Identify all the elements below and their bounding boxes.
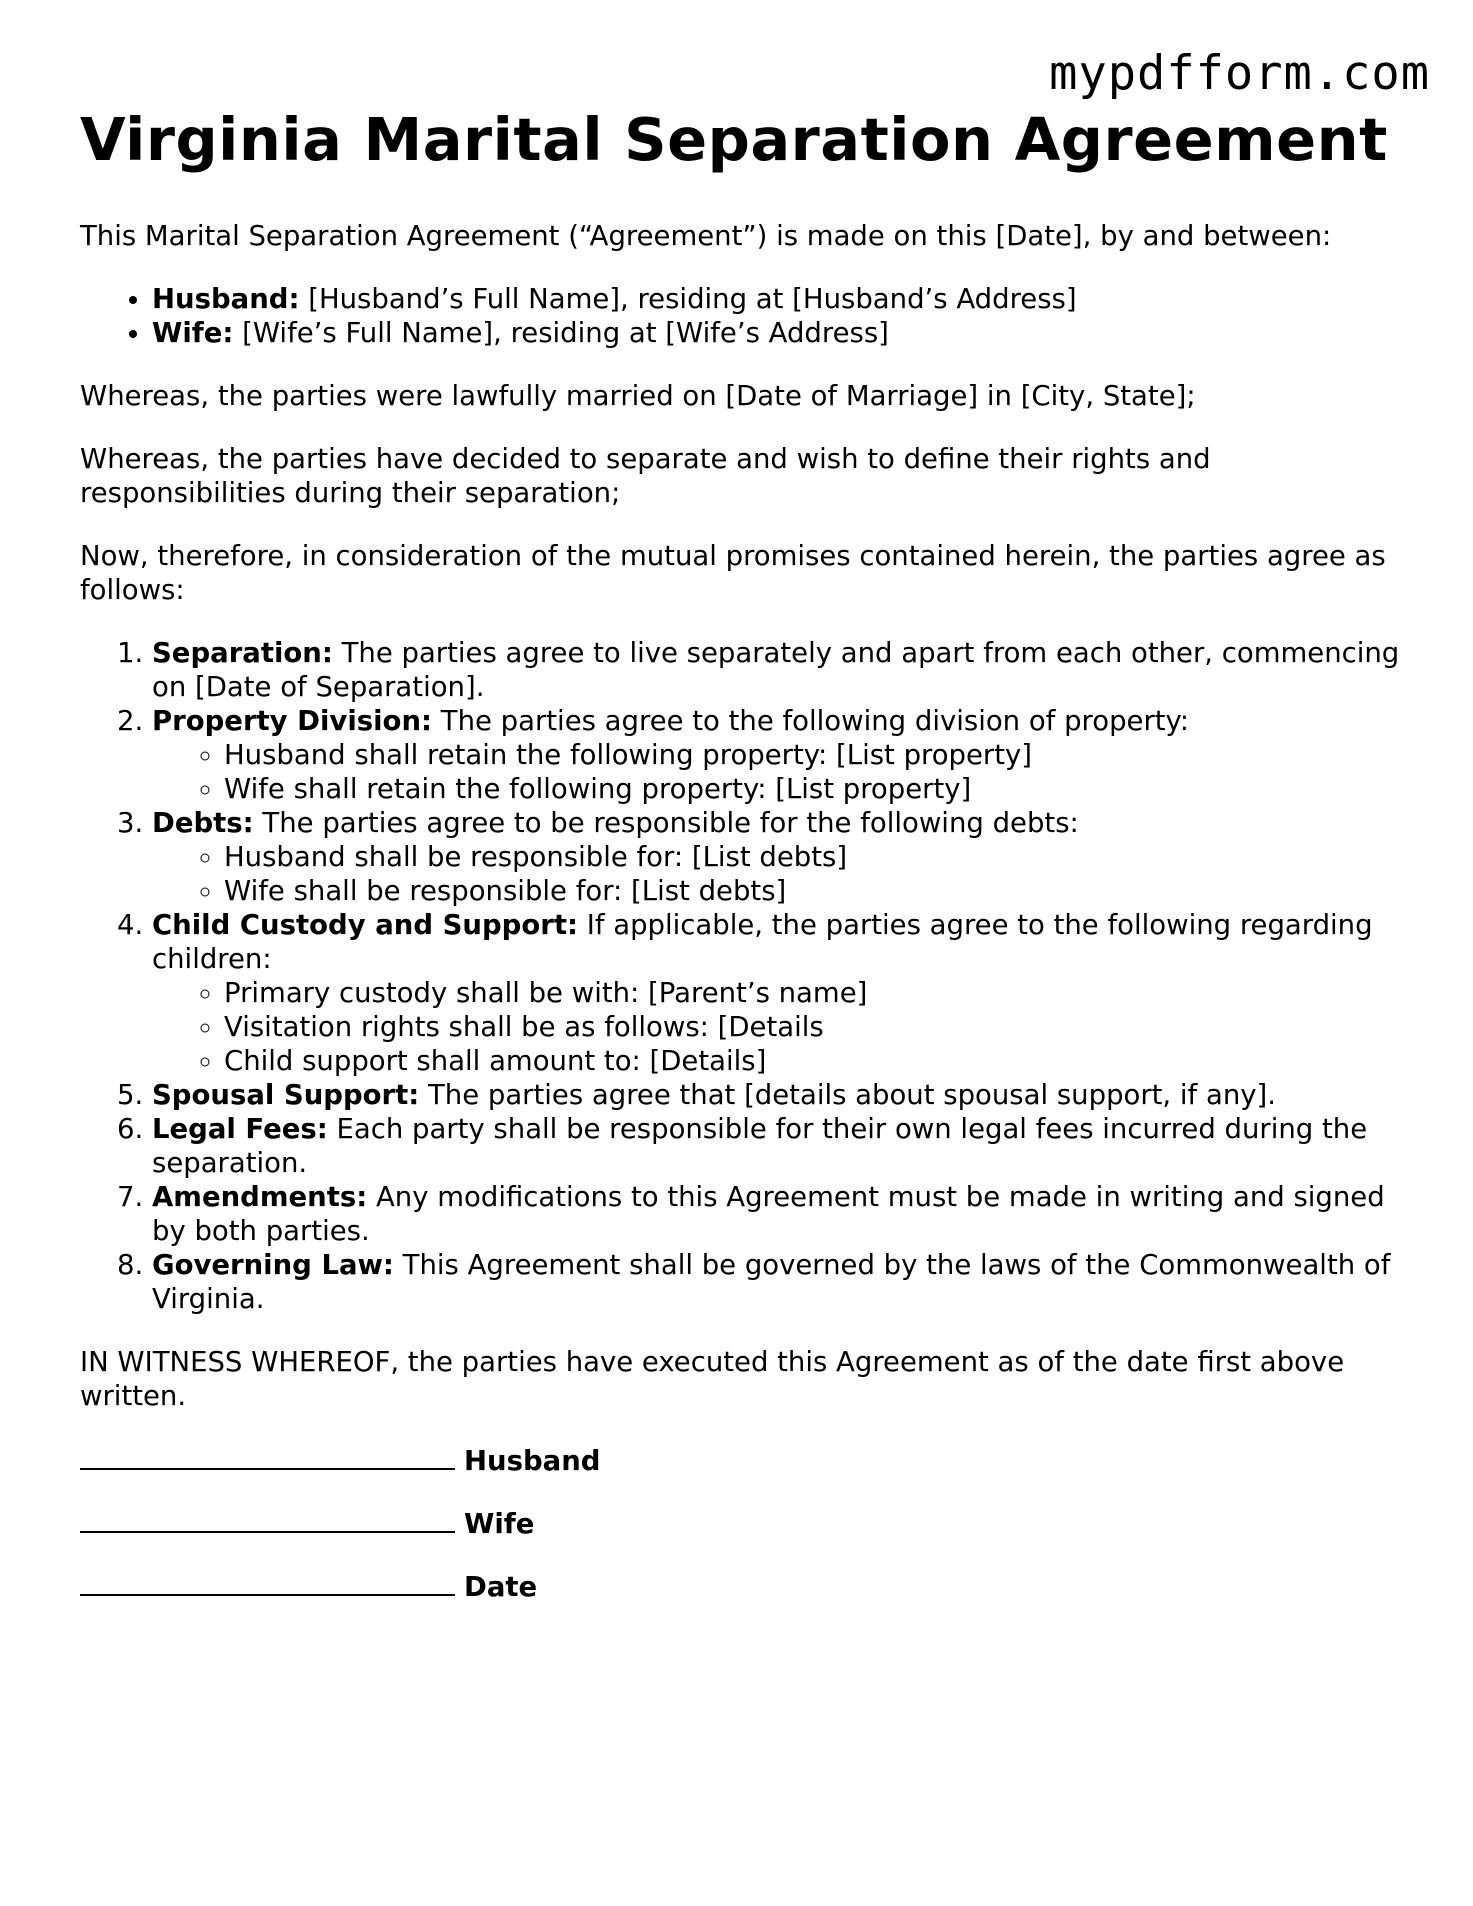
term-text: This Agreement shall be governed by the laws of the Commonwealth of Virginia. bbox=[152, 1249, 1391, 1315]
term-sublist bbox=[152, 738, 1400, 806]
intro-paragraph: This Marital Separation Agreement (“Agreement”) is made on this [Date], by and between: bbox=[80, 220, 1332, 252]
term-sublist bbox=[152, 976, 1400, 1078]
term-label: Amendments: bbox=[152, 1181, 368, 1213]
party-text: [Husband’s Full Name], residing at [Husband’s Address] bbox=[299, 283, 1077, 315]
party-husband bbox=[152, 282, 1400, 316]
term-label: Property Division: bbox=[152, 705, 433, 737]
watermark: mypdfform.com bbox=[1049, 46, 1430, 101]
parties-list bbox=[80, 282, 1400, 350]
signature-date bbox=[80, 1568, 1400, 1602]
term-label: Child Custody and Support: bbox=[152, 909, 578, 941]
term-text: If applicable, the parties agree to the following regarding children: bbox=[152, 909, 1373, 975]
term-sublist bbox=[152, 840, 1400, 908]
term-text: The parties agree to the following division of property: bbox=[432, 705, 1190, 737]
sub-item: ◦ Wife shall retain the following property: [List property] bbox=[224, 772, 1400, 806]
term-debts bbox=[152, 806, 1400, 908]
terms-list bbox=[80, 636, 1400, 1316]
party-label: Husband: bbox=[152, 283, 300, 315]
signature-line[interactable] bbox=[80, 1568, 455, 1596]
term-governing-law bbox=[152, 1248, 1400, 1316]
term-text: Any modifications to this Agreement must be made in writing and signed by both parties. bbox=[152, 1181, 1385, 1247]
term-text: Each party shall be responsible for their own legal fees incurred during the separation. bbox=[152, 1113, 1368, 1179]
term-child-custody bbox=[152, 908, 1400, 1078]
party-label: Wife: bbox=[152, 317, 234, 349]
term-property-division bbox=[152, 704, 1400, 806]
signature-line[interactable] bbox=[80, 1505, 455, 1533]
sub-item: ◦ Husband shall be responsible for: [List debts] bbox=[224, 840, 1400, 874]
sub-item: ◦ Wife shall be responsible for: [List debts] bbox=[224, 874, 1400, 908]
term-label: Spousal Support: bbox=[152, 1079, 420, 1111]
now-therefore: Now, therefore, in consideration of the mutual promises contained herein, the parties agree as follows: bbox=[80, 540, 1386, 606]
whereas-marriage: Whereas, the parties were lawfully married on [Date of Marriage] in [City, State]; bbox=[80, 380, 1196, 412]
signature-line[interactable] bbox=[80, 1442, 455, 1470]
sub-item: ◦ Primary custody shall be with: [Parent’s name] bbox=[224, 976, 1400, 1010]
term-text: The parties agree to be responsible for the following debts: bbox=[253, 807, 1079, 839]
document-title: Virginia Marital Separation Agreement bbox=[80, 105, 1388, 174]
term-separation bbox=[152, 636, 1400, 704]
signature-label: Husband bbox=[464, 1445, 601, 1477]
term-label: Governing Law: bbox=[152, 1249, 394, 1281]
signature-husband bbox=[80, 1442, 1400, 1476]
term-legal-fees bbox=[152, 1112, 1400, 1180]
document-page bbox=[80, 95, 1400, 1602]
term-text: The parties agree to live separately and apart from each other, commencing on [Date of Separation]. bbox=[152, 637, 1400, 703]
party-wife bbox=[152, 316, 1400, 350]
signature-label: Date bbox=[464, 1571, 538, 1603]
term-label: Legal Fees: bbox=[152, 1113, 328, 1145]
signature-block bbox=[80, 1442, 1400, 1602]
sub-item: ◦ Visitation rights shall be as follows: [Details bbox=[224, 1010, 1400, 1044]
sub-item: ◦ Child support shall amount to: [Details] bbox=[224, 1044, 1400, 1078]
term-amendments bbox=[152, 1180, 1400, 1248]
term-label: Separation: bbox=[152, 637, 333, 669]
term-text: The parties agree that [details about spousal support, if any]. bbox=[419, 1079, 1277, 1111]
term-label: Debts: bbox=[152, 807, 254, 839]
witness-paragraph: IN WITNESS WHEREOF, the parties have executed this Agreement as of the date first above written. bbox=[80, 1346, 1345, 1412]
signature-label: Wife bbox=[464, 1508, 535, 1540]
whereas-separate: Whereas, the parties have decided to separate and wish to define their rights and responsibilities during their separation; bbox=[80, 443, 1211, 509]
signature-wife bbox=[80, 1505, 1400, 1539]
term-spousal-support bbox=[152, 1078, 1400, 1112]
sub-item: ◦ Husband shall retain the following property: [List property] bbox=[224, 738, 1400, 772]
party-text: [Wife’s Full Name], residing at [Wife’s Address] bbox=[233, 317, 889, 349]
